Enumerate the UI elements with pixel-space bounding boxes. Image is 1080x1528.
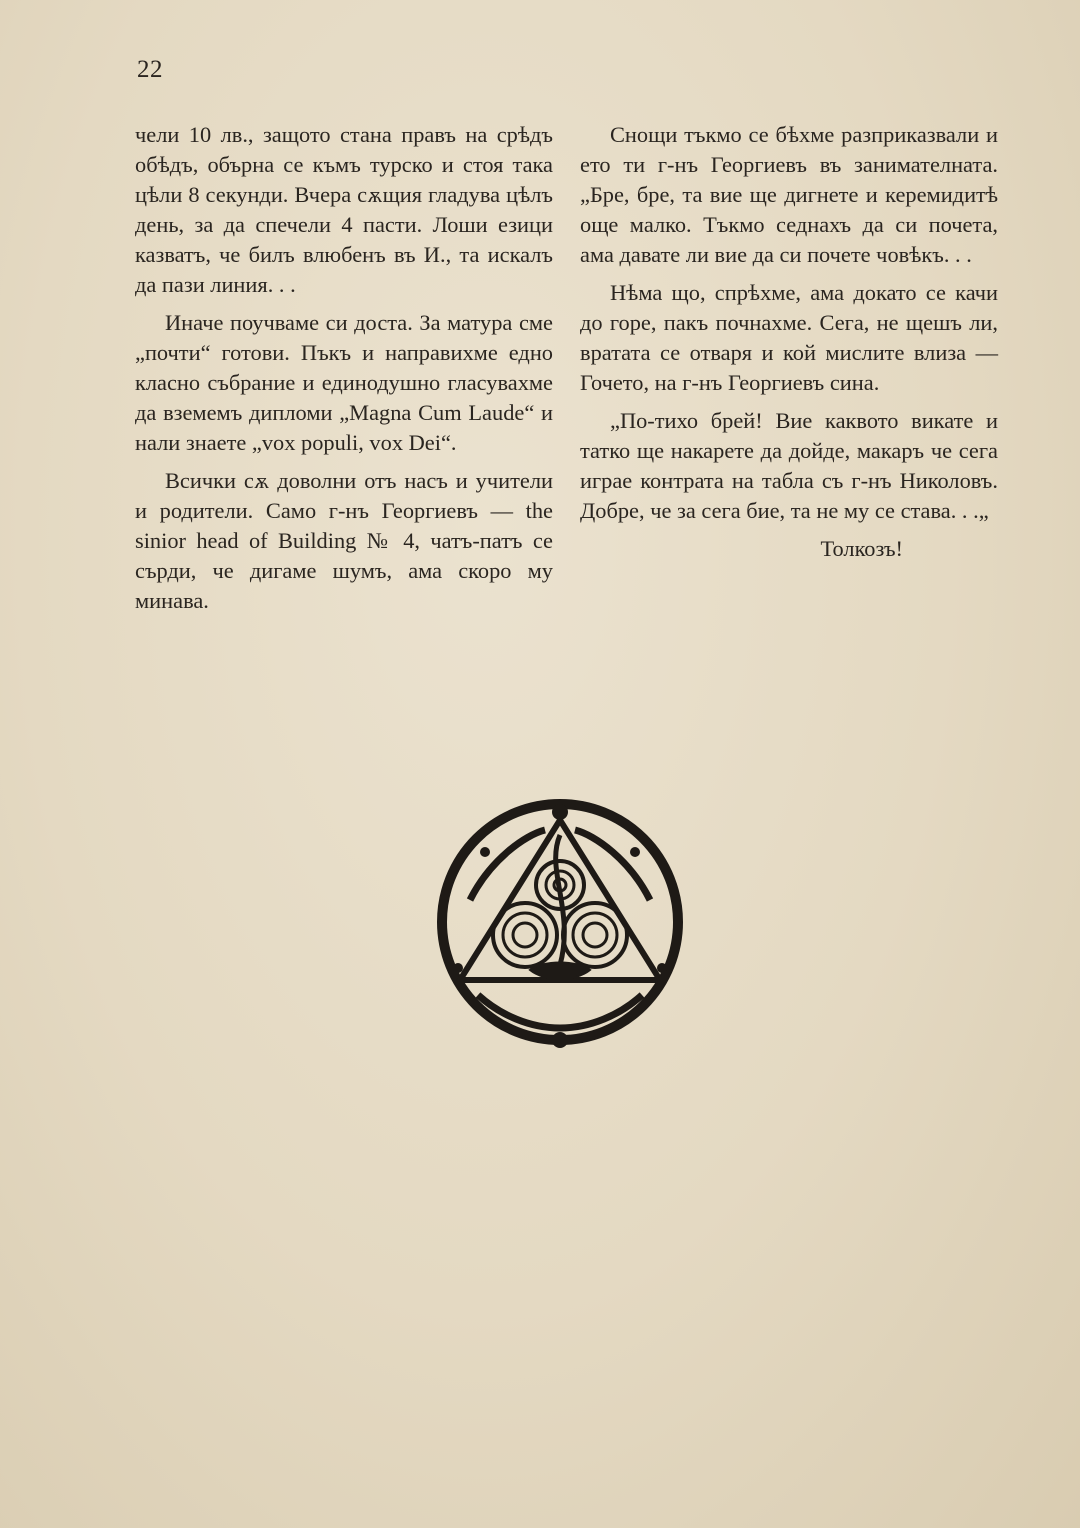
- left-column: [135, 120, 553, 624]
- right-column: [580, 120, 998, 572]
- paragraph: Нѣма що, спрѣхме, ама докато се качи до горе, пакъ почнахме. Сега, не щешъ ли, вратата се отваря и кой мислите влиза — Гочето, на г-нъ Георгиевъ сина.: [580, 280, 998, 395]
- page-number: 22: [137, 56, 163, 83]
- signature: Толкозъ!: [820, 536, 903, 561]
- paragraph: чели 10 лв., защото стана правъ на срѣдъ обѣдъ, обърна се къмъ турско и стоя така цѣли 8 секунди. Вчера сѫщия гладува цѣлъ день, за да спечели 4 пасти. Лоши езици казватъ, че билъ влюбенъ въ И., та искалъ да пази линия. . .: [135, 122, 553, 297]
- paragraph: Снощи тъкмо се бѣхме разприказвали и ето ти г-нъ Георгиевъ въ занимателната. „Бре, бре, та вие ще дигнете и керемидитѣ още малко. Тъкмо седнахъ да си почета, ама давате ли вие да си почете човѣкъ. . .: [580, 122, 998, 267]
- paragraph: Всички сѫ доволни отъ насъ и учители и родители. Само г-нъ Георгиевъ — the sinior head of Building № 4, чатъ-патъ се сърди, че дигаме шумъ, ама скоро му минава.: [135, 468, 553, 613]
- paragraph: Иначе поучваме си доста. За матура сме „почти“ готови. Пъкъ и направихме едно класно събрание и единодушно гласувахме да вземемъ дипломи „Magna Cum Laude“ и нали знаете „vox populi, vox Dei“.: [135, 310, 553, 455]
- ornament-emblem: [430, 790, 690, 1060]
- paragraph: „По-тихо брей! Вие каквото викате и татко ще накарете да дойде, макаръ че сега играе контрата на табла съ г-нъ Николовъ. Добре, че за сега бие, та не му се става. . .„: [580, 408, 998, 523]
